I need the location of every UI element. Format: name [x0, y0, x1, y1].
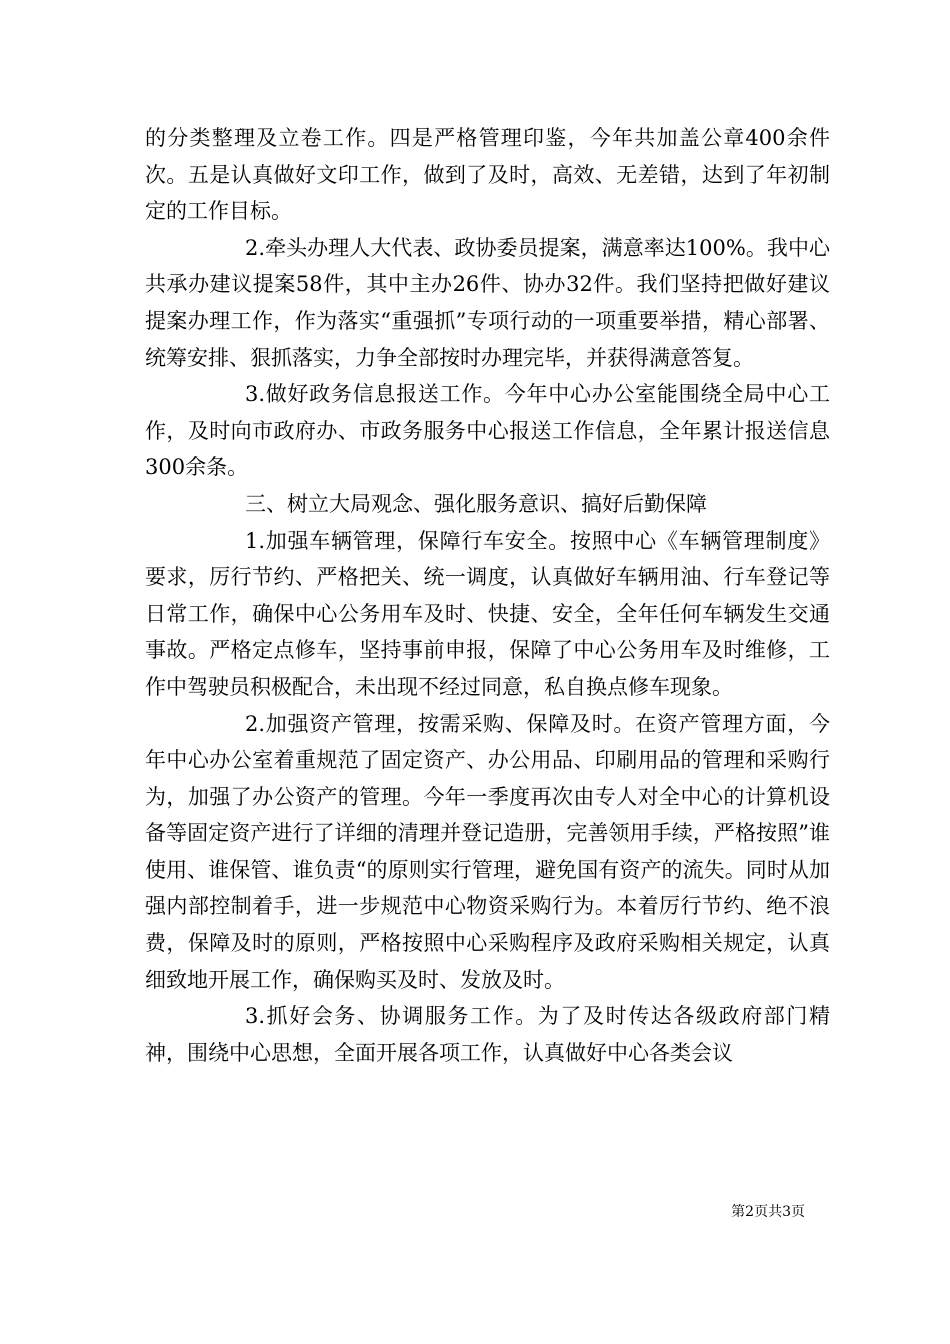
section-heading-3: 三、树立大局观念、强化服务意识、搞好后勤保障: [245, 491, 707, 516]
paragraph-5: 2.加强资产管理，按需采购、保障及时。在资产管理方面，今年中心办公室着重规范了固定资产、办公用品、印刷用品的管理和采购行为，加强了办公资产的管理。今年一季度再次由专人对全中心的计算机设备等固定资产进行了详细的清理并登记造册，完善领用手续，严格按照”谁使用、谁保管、谁负责“的原则实行管理，避免国有资产的流失。同时从加强内部控制着手，进一步规范中心物资采购行为。本着厉行节约、绝不浪费，保障及时的原则，严格按照中心采购程序及政府采购相关规定，认真细致地开展工作，确保购买及时、发放及时。: [145, 711, 830, 992]
paragraph-2: 2.牵头办理人大代表、政协委员提案，满意率达100%。我中心共承办建议提案58件，其中主办26件、协办32件。我们坚持把做好建议提案办理工作，作为落实“重强抓”专项行动的一项重要举措，精心部署、统筹安排、狠抓落实，力争全部按时办理完毕，并获得满意答复。: [145, 235, 830, 370]
paragraph-4: 1.加强车辆管理，保障行车安全。按照中心《车辆管理制度》要求，厉行节约、严格把关、统一调度，认真做好车辆用油、行车登记等日常工作，确保中心公务用车及时、快捷、安全，全年任何车辆发生交通事故。严格定点修车，坚持事前申报，保障了中心公务用车及时维修，工作中驾驶员积极配合，未出现不经过同意，私自换点修车现象。: [145, 528, 830, 699]
page-number-footer: 第2页共3页: [731, 1204, 805, 1220]
document-body: [145, 120, 830, 1071]
paragraph-6: 3.抓好会务、协调服务工作。为了及时传达各级政府部门精神，围绕中心思想，全面开展各项工作，认真做好中心各类会议: [145, 1004, 830, 1065]
paragraph-3: 3.做好政务信息报送工作。今年中心办公室能围绕全局中心工作，及时向市政府办、市政务服务中心报送工作信息，全年累计报送信息300余条。: [145, 382, 830, 480]
paragraph-1: 的分类整理及立卷工作。四是严格管理印鉴，今年共加盖公章400余件次。五是认真做好文印工作，做到了及时，高效、无差错，达到了年初制定的工作目标。: [145, 126, 830, 224]
